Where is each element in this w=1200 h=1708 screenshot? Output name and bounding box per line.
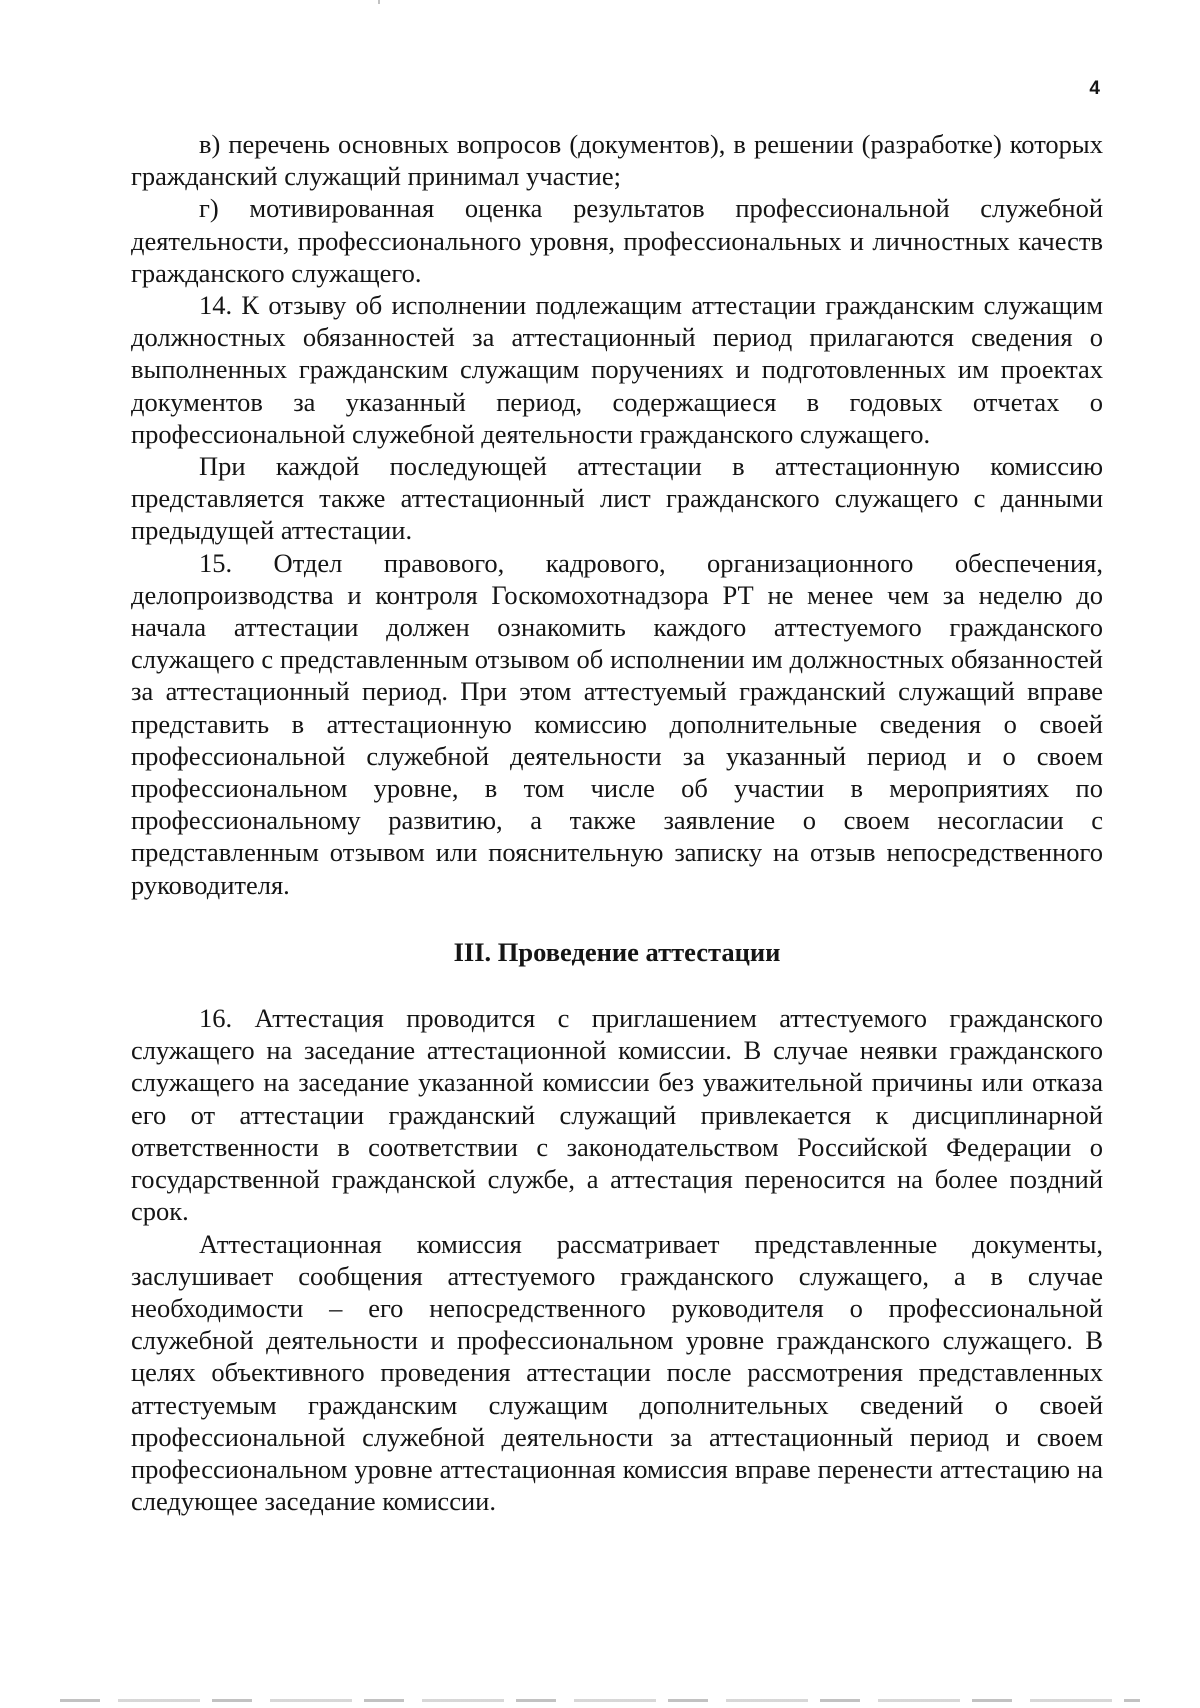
- paragraph-14-continued: При каждой последующей аттестации в аттестационную комиссию представляется также аттестационный лист гражданского служащего с данными предыдущей аттестации.: [131, 451, 1103, 546]
- page-number: 4: [1089, 78, 1100, 99]
- paragraph-item-g: г) мотивированная оценка результатов профессиональной служебной деятельности, профессионального уровня, профессиональных и личностных качеств гражданского служащего.: [131, 193, 1103, 288]
- section-heading: III. Проведение аттестации: [453, 936, 781, 967]
- paragraph-16-continued: Аттестационная комиссия рассматривает представленные документы, заслушивает сообщения аттестуемого гражданского служащего, а в случае необходимости – его непосредственного руководителя о профессиональной служебной деятельности и профессиональном уровне гражданского служащего. В целях объективного проведения аттестации после рассмотрения представленных аттестуемым гражданским служащим дополнительных сведений о своей профессиональной служебной деятельности за аттестационный период и своем профессиональном уровне аттестационная комиссия вправе перенести аттестацию на следующее заседание комиссии.: [131, 1228, 1103, 1517]
- paragraph-15: 15. Отдел правового, кадрового, организационного обеспечения, делопроизводства и контроля Госкомохотнадзора РТ не менее чем за неделю до начала аттестации должен ознакомить каждого аттестуемого гражданского служащего с представленным отзывом об исполнении им должностных обязанностей за аттестационный период. При этом аттестуемый гражданский служащий вправе представить в аттестационную комиссию дополнительные сведения о своей профессиональной служебной деятельности за указанный период и о своем профессиональном уровне, в том числе об участии в мероприятиях по профессиональному развитию, а также заявление о своем несогласии с представленным отзывом или пояснительную записку на отзыв непосредственного руководителя.: [131, 547, 1103, 900]
- paragraph-item-v: в) перечень основных вопросов (документов), в решении (разработке) которых гражданский служащий принимал участие;: [131, 129, 1103, 192]
- scan-mark: [378, 0, 380, 4]
- paragraph-14: 14. К отзыву об исполнении подлежащим аттестации гражданским служащим должностных обязанностей за аттестационный период прилагаются сведения о выполненных гражданским служащим поручениях и подготовленных им проектах документов за указанный период, содержащиеся в годовых отчетах о профессиональной служебной деятельности гражданского служащего.: [131, 290, 1103, 449]
- document-body: [131, 128, 1103, 1517]
- paragraph-16: 16. Аттестация проводится с приглашением аттестуемого гражданского служащего на заседание аттестационной комиссии. В случае неявки гражданского служащего на заседание указанной комиссии без уважительной причины или отказа его от аттестации гражданский служащий привлекается к дисциплинарной ответственности в соответствии с законодательством Российской Федерации о государственной гражданской службе, а аттестация переносится на более поздний срок.: [131, 1003, 1103, 1227]
- scan-edge-artifact: [60, 1699, 1140, 1702]
